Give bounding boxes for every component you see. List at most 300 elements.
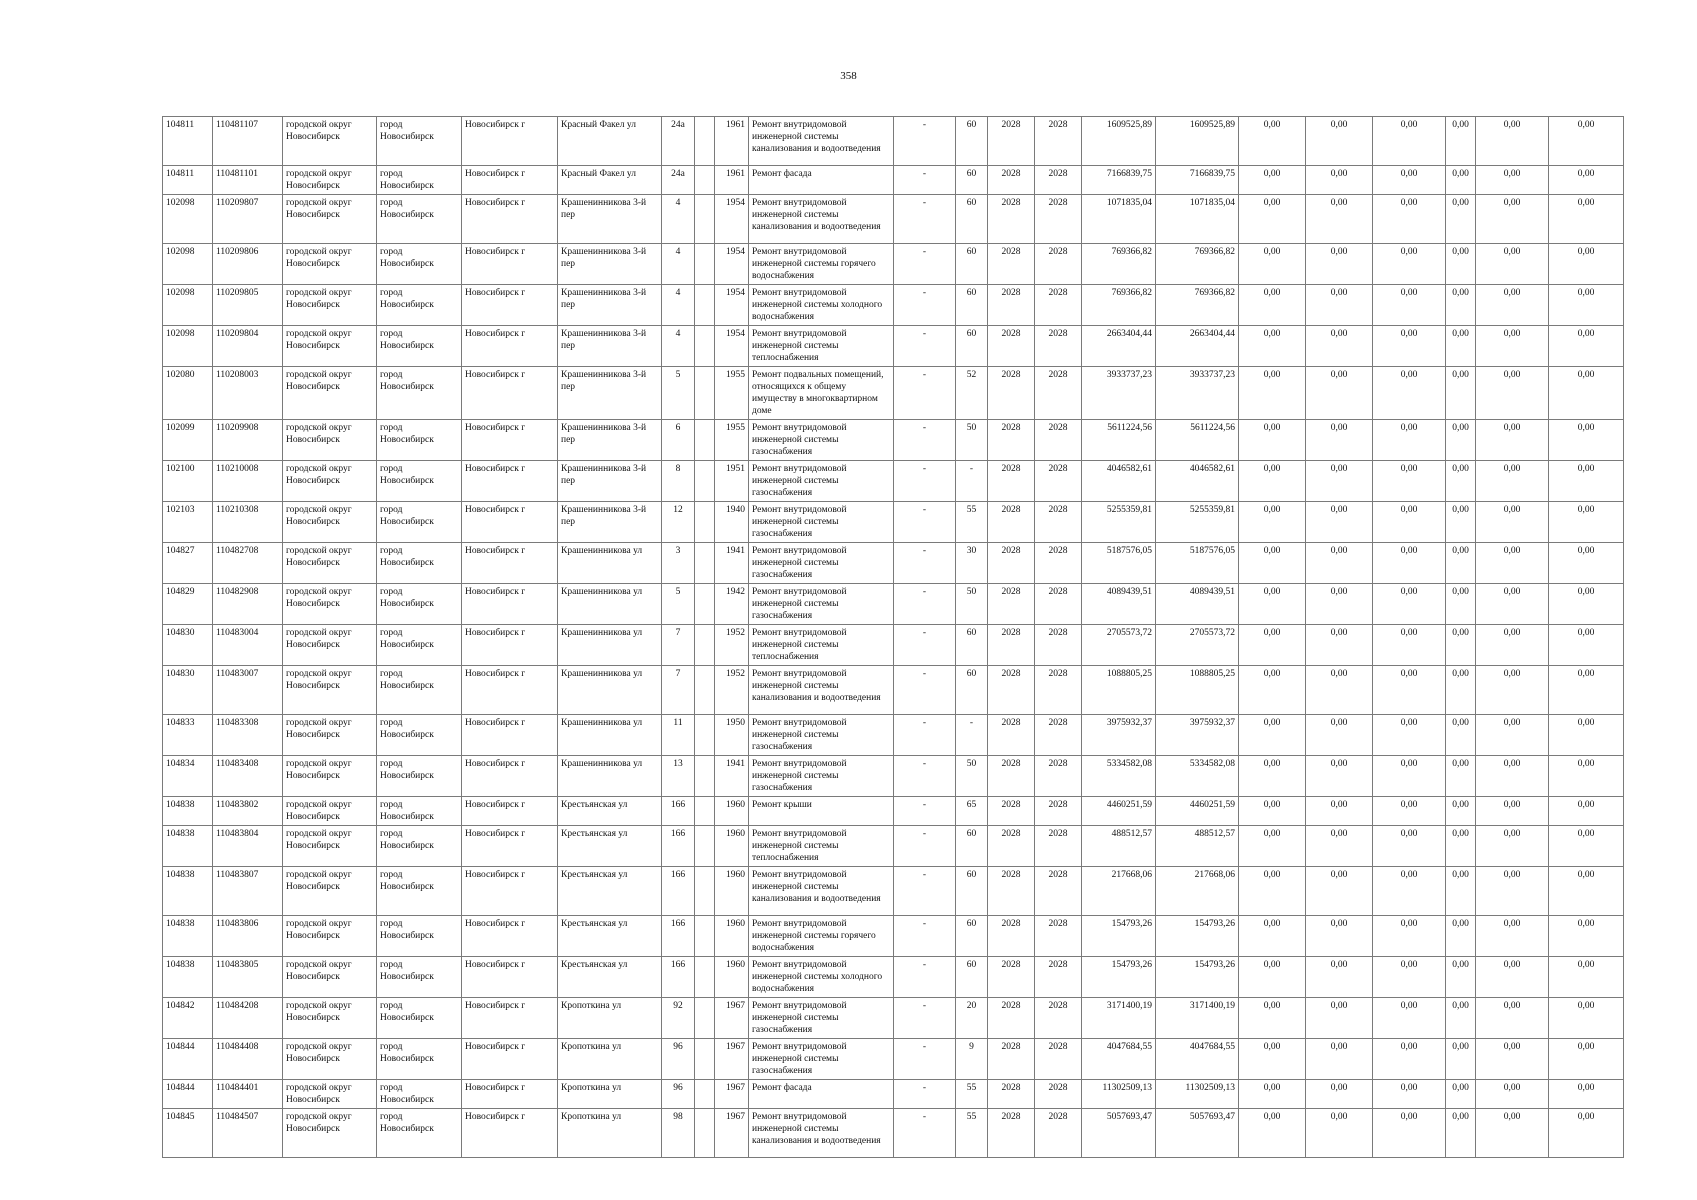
table-row — [163, 285, 1624, 326]
total-cost-cell: 5057693,47 — [1082, 1109, 1156, 1158]
service-life-cell: 50 — [956, 420, 988, 461]
reserve-funds-cell: 0,00 — [1549, 625, 1624, 666]
plan-year-start-cell: 2028 — [988, 285, 1035, 326]
fund-cost-cell: 5334582,08 — [1156, 756, 1239, 797]
budget-federal-cell: 0,00 — [1239, 166, 1306, 195]
city-cell: Новосибирск г — [462, 367, 558, 420]
build-year-cell: 1942 — [715, 584, 749, 625]
total-cost-cell: 5334582,08 — [1082, 756, 1156, 797]
plan-year-start-cell: 2028 — [988, 1109, 1035, 1158]
owner-funds-cell: 0,00 — [1446, 285, 1476, 326]
row-id-cell: 104811 — [163, 117, 213, 166]
budget-federal-cell: 0,00 — [1239, 461, 1306, 502]
fund-cost-cell: 5255359,81 — [1156, 502, 1239, 543]
reserve-funds-cell: 0,00 — [1549, 998, 1624, 1039]
record-code-cell: 110209806 — [213, 244, 283, 285]
work-type-cell: Ремонт фасада — [749, 1080, 894, 1109]
budget-local-cell: 0,00 — [1373, 666, 1446, 715]
budget-regional-cell: 0,00 — [1306, 326, 1373, 367]
city-cell: Новосибирск г — [462, 461, 558, 502]
building-letter-cell — [695, 1039, 715, 1080]
row-id-cell: 104830 — [163, 666, 213, 715]
house-number-cell: 24а — [662, 117, 695, 166]
service-life-cell: 60 — [956, 666, 988, 715]
fund-cost-cell: 1609525,89 — [1156, 117, 1239, 166]
fund-cost-cell: 4460251,59 — [1156, 797, 1239, 826]
row-id-cell: 104830 — [163, 625, 213, 666]
record-code-cell: 110482908 — [213, 584, 283, 625]
reserve-funds-cell: 0,00 — [1549, 195, 1624, 244]
reserve-funds-cell: 0,00 — [1549, 502, 1624, 543]
budget-local-cell: 0,00 — [1373, 584, 1446, 625]
work-type-cell: Ремонт внутридомовой инженерной системы канализования и водоотведения — [749, 195, 894, 244]
reserve-funds-cell: 0,00 — [1549, 1039, 1624, 1080]
total-cost-cell: 4047684,55 — [1082, 1039, 1156, 1080]
budget-local-cell: 0,00 — [1373, 326, 1446, 367]
total-cost-cell: 5255359,81 — [1082, 502, 1156, 543]
work-type-cell: Ремонт подвальных помещений, относящихся к общему имуществу в многоквартирном доме — [749, 367, 894, 420]
row-id-cell: 104838 — [163, 957, 213, 998]
municipal-district-cell: городской округ Новосибирск — [283, 1080, 377, 1109]
plan-year-start-cell: 2028 — [988, 367, 1035, 420]
service-life-cell: 50 — [956, 584, 988, 625]
house-number-cell: 92 — [662, 998, 695, 1039]
budget-regional-cell: 0,00 — [1306, 367, 1373, 420]
municipal-district-cell: городской округ Новосибирск — [283, 543, 377, 584]
house-number-cell: 166 — [662, 957, 695, 998]
service-life-cell: 60 — [956, 244, 988, 285]
building-letter-cell — [695, 715, 715, 756]
municipal-district-cell: городской округ Новосибирск — [283, 285, 377, 326]
city-cell: Новосибирск г — [462, 1080, 558, 1109]
building-letter-cell — [695, 461, 715, 502]
municipal-district-cell: городской округ Новосибирск — [283, 957, 377, 998]
budget-regional-cell: 0,00 — [1306, 117, 1373, 166]
city-cell: Новосибирск г — [462, 867, 558, 916]
budget-regional-cell: 0,00 — [1306, 420, 1373, 461]
owner-funds-cell: 0,00 — [1446, 1109, 1476, 1158]
street-cell: Красный Факел ул — [558, 166, 662, 195]
budget-regional-cell: 0,00 — [1306, 543, 1373, 584]
other-funds-cell: 0,00 — [1476, 1039, 1549, 1080]
budget-federal-cell: 0,00 — [1239, 957, 1306, 998]
budget-local-cell: 0,00 — [1373, 957, 1446, 998]
fund-cost-cell: 3171400,19 — [1156, 998, 1239, 1039]
table-row — [163, 1080, 1624, 1109]
record-code-cell: 110209908 — [213, 420, 283, 461]
plan-year-start-cell: 2028 — [988, 916, 1035, 957]
build-year-cell: 1951 — [715, 461, 749, 502]
reserve-funds-cell: 0,00 — [1549, 666, 1624, 715]
budget-regional-cell: 0,00 — [1306, 461, 1373, 502]
plan-year-end-cell: 2028 — [1035, 285, 1082, 326]
service-life-cell: 55 — [956, 1109, 988, 1158]
street-cell: Крашенинникова 3-й пер — [558, 420, 662, 461]
fund-cost-cell: 2705573,72 — [1156, 625, 1239, 666]
total-cost-cell: 154793,26 — [1082, 916, 1156, 957]
reserve-funds-cell: 0,00 — [1549, 244, 1624, 285]
work-type-cell: Ремонт внутридомовой инженерной системы канализования и водоотведения — [749, 1109, 894, 1158]
service-life-cell: 60 — [956, 285, 988, 326]
reserve-funds-cell: 0,00 — [1549, 367, 1624, 420]
house-number-cell: 4 — [662, 244, 695, 285]
row-id-cell: 104844 — [163, 1039, 213, 1080]
budget-local-cell: 0,00 — [1373, 756, 1446, 797]
record-code-cell: 110483308 — [213, 715, 283, 756]
plan-year-start-cell: 2028 — [988, 998, 1035, 1039]
fund-cost-cell: 4047684,55 — [1156, 1039, 1239, 1080]
table-row — [163, 715, 1624, 756]
settlement-cell: город Новосибирск — [377, 916, 462, 957]
settlement-cell: город Новосибирск — [377, 326, 462, 367]
wear-percent-cell: - — [894, 543, 956, 584]
owner-funds-cell: 0,00 — [1446, 584, 1476, 625]
plan-year-start-cell: 2028 — [988, 666, 1035, 715]
plan-year-end-cell: 2028 — [1035, 584, 1082, 625]
budget-regional-cell: 0,00 — [1306, 957, 1373, 998]
record-code-cell: 110210008 — [213, 461, 283, 502]
street-cell: Крашенинникова 3-й пер — [558, 195, 662, 244]
work-type-cell: Ремонт крыши — [749, 797, 894, 826]
other-funds-cell: 0,00 — [1476, 502, 1549, 543]
total-cost-cell: 4046582,61 — [1082, 461, 1156, 502]
build-year-cell: 1967 — [715, 998, 749, 1039]
budget-federal-cell: 0,00 — [1239, 998, 1306, 1039]
wear-percent-cell: - — [894, 715, 956, 756]
table-row — [163, 502, 1624, 543]
reserve-funds-cell: 0,00 — [1549, 117, 1624, 166]
total-cost-cell: 5611224,56 — [1082, 420, 1156, 461]
owner-funds-cell: 0,00 — [1446, 195, 1476, 244]
municipal-district-cell: городской округ Новосибирск — [283, 420, 377, 461]
budget-local-cell: 0,00 — [1373, 166, 1446, 195]
budget-regional-cell: 0,00 — [1306, 797, 1373, 826]
fund-cost-cell: 154793,26 — [1156, 916, 1239, 957]
work-type-cell: Ремонт внутридомовой инженерной системы теплоснабжения — [749, 826, 894, 867]
service-life-cell: - — [956, 715, 988, 756]
plan-year-start-cell: 2028 — [988, 166, 1035, 195]
budget-local-cell: 0,00 — [1373, 195, 1446, 244]
other-funds-cell: 0,00 — [1476, 715, 1549, 756]
city-cell: Новосибирск г — [462, 195, 558, 244]
row-id-cell: 104827 — [163, 543, 213, 584]
total-cost-cell: 4089439,51 — [1082, 584, 1156, 625]
wear-percent-cell: - — [894, 461, 956, 502]
build-year-cell: 1952 — [715, 625, 749, 666]
plan-year-end-cell: 2028 — [1035, 625, 1082, 666]
building-letter-cell — [695, 584, 715, 625]
building-letter-cell — [695, 826, 715, 867]
settlement-cell: город Новосибирск — [377, 543, 462, 584]
budget-federal-cell: 0,00 — [1239, 756, 1306, 797]
table-row — [163, 867, 1624, 916]
service-life-cell: 60 — [956, 195, 988, 244]
owner-funds-cell: 0,00 — [1446, 117, 1476, 166]
budget-federal-cell: 0,00 — [1239, 117, 1306, 166]
plan-year-start-cell: 2028 — [988, 715, 1035, 756]
build-year-cell: 1955 — [715, 367, 749, 420]
work-type-cell: Ремонт внутридомовой инженерной системы канализования и водоотведения — [749, 666, 894, 715]
other-funds-cell: 0,00 — [1476, 420, 1549, 461]
house-number-cell: 4 — [662, 195, 695, 244]
plan-year-start-cell: 2028 — [988, 584, 1035, 625]
plan-year-end-cell: 2028 — [1035, 957, 1082, 998]
reserve-funds-cell: 0,00 — [1549, 420, 1624, 461]
total-cost-cell: 2663404,44 — [1082, 326, 1156, 367]
house-number-cell: 12 — [662, 502, 695, 543]
build-year-cell: 1941 — [715, 756, 749, 797]
fund-cost-cell: 5057693,47 — [1156, 1109, 1239, 1158]
building-letter-cell — [695, 117, 715, 166]
house-number-cell: 8 — [662, 461, 695, 502]
budget-federal-cell: 0,00 — [1239, 826, 1306, 867]
house-number-cell: 5 — [662, 367, 695, 420]
house-number-cell: 96 — [662, 1080, 695, 1109]
plan-year-end-cell: 2028 — [1035, 502, 1082, 543]
municipal-district-cell: городской округ Новосибирск — [283, 117, 377, 166]
other-funds-cell: 0,00 — [1476, 916, 1549, 957]
reserve-funds-cell: 0,00 — [1549, 543, 1624, 584]
build-year-cell: 1940 — [715, 502, 749, 543]
table-row — [163, 957, 1624, 998]
owner-funds-cell: 0,00 — [1446, 1080, 1476, 1109]
other-funds-cell: 0,00 — [1476, 117, 1549, 166]
settlement-cell: город Новосибирск — [377, 756, 462, 797]
settlement-cell: город Новосибирск — [377, 826, 462, 867]
other-funds-cell: 0,00 — [1476, 461, 1549, 502]
settlement-cell: город Новосибирск — [377, 998, 462, 1039]
table-row — [163, 244, 1624, 285]
service-life-cell: 55 — [956, 1080, 988, 1109]
budget-local-cell: 0,00 — [1373, 461, 1446, 502]
city-cell: Новосибирск г — [462, 285, 558, 326]
building-letter-cell — [695, 420, 715, 461]
service-life-cell: - — [956, 461, 988, 502]
record-code-cell: 110209804 — [213, 326, 283, 367]
row-id-cell: 102103 — [163, 502, 213, 543]
record-code-cell: 110483004 — [213, 625, 283, 666]
row-id-cell: 104834 — [163, 756, 213, 797]
record-code-cell: 110483007 — [213, 666, 283, 715]
house-number-cell: 166 — [662, 916, 695, 957]
municipal-district-cell: городской округ Новосибирск — [283, 916, 377, 957]
build-year-cell: 1954 — [715, 285, 749, 326]
fund-cost-cell: 4046582,61 — [1156, 461, 1239, 502]
reserve-funds-cell: 0,00 — [1549, 797, 1624, 826]
build-year-cell: 1961 — [715, 166, 749, 195]
fund-cost-cell: 5187576,05 — [1156, 543, 1239, 584]
municipal-district-cell: городской округ Новосибирск — [283, 998, 377, 1039]
building-letter-cell — [695, 666, 715, 715]
other-funds-cell: 0,00 — [1476, 998, 1549, 1039]
budget-regional-cell: 0,00 — [1306, 1039, 1373, 1080]
record-code-cell: 110483807 — [213, 867, 283, 916]
build-year-cell: 1954 — [715, 244, 749, 285]
fund-cost-cell: 154793,26 — [1156, 957, 1239, 998]
budget-federal-cell: 0,00 — [1239, 420, 1306, 461]
plan-year-end-cell: 2028 — [1035, 543, 1082, 584]
wear-percent-cell: - — [894, 326, 956, 367]
fund-cost-cell: 217668,06 — [1156, 867, 1239, 916]
house-number-cell: 24а — [662, 166, 695, 195]
work-type-cell: Ремонт внутридомовой инженерной системы канализования и водоотведения — [749, 117, 894, 166]
record-code-cell: 110209807 — [213, 195, 283, 244]
fund-cost-cell: 2663404,44 — [1156, 326, 1239, 367]
record-code-cell: 110483805 — [213, 957, 283, 998]
budget-local-cell: 0,00 — [1373, 244, 1446, 285]
table-row — [163, 461, 1624, 502]
budget-local-cell: 0,00 — [1373, 916, 1446, 957]
street-cell: Крашенинникова 3-й пер — [558, 326, 662, 367]
budget-regional-cell: 0,00 — [1306, 1080, 1373, 1109]
budget-federal-cell: 0,00 — [1239, 797, 1306, 826]
row-id-cell: 102099 — [163, 420, 213, 461]
street-cell: Крестьянская ул — [558, 957, 662, 998]
total-cost-cell: 154793,26 — [1082, 957, 1156, 998]
city-cell: Новосибирск г — [462, 584, 558, 625]
budget-local-cell: 0,00 — [1373, 285, 1446, 326]
service-life-cell: 60 — [956, 867, 988, 916]
budget-federal-cell: 0,00 — [1239, 584, 1306, 625]
settlement-cell: город Новосибирск — [377, 797, 462, 826]
total-cost-cell: 217668,06 — [1082, 867, 1156, 916]
building-letter-cell — [695, 916, 715, 957]
building-letter-cell — [695, 867, 715, 916]
street-cell: Красный Факел ул — [558, 117, 662, 166]
street-cell: Кропоткина ул — [558, 1039, 662, 1080]
budget-local-cell: 0,00 — [1373, 715, 1446, 756]
city-cell: Новосибирск г — [462, 166, 558, 195]
budget-regional-cell: 0,00 — [1306, 756, 1373, 797]
table-row — [163, 166, 1624, 195]
record-code-cell: 110483806 — [213, 916, 283, 957]
service-life-cell: 55 — [956, 502, 988, 543]
plan-year-start-cell: 2028 — [988, 195, 1035, 244]
plan-year-end-cell: 2028 — [1035, 797, 1082, 826]
budget-federal-cell: 0,00 — [1239, 916, 1306, 957]
budget-regional-cell: 0,00 — [1306, 826, 1373, 867]
plan-year-start-cell: 2028 — [988, 797, 1035, 826]
municipal-district-cell: городской округ Новосибирск — [283, 166, 377, 195]
build-year-cell: 1960 — [715, 916, 749, 957]
other-funds-cell: 0,00 — [1476, 756, 1549, 797]
service-life-cell: 52 — [956, 367, 988, 420]
city-cell: Новосибирск г — [462, 244, 558, 285]
street-cell: Кропоткина ул — [558, 1080, 662, 1109]
budget-local-cell: 0,00 — [1373, 797, 1446, 826]
fund-cost-cell: 488512,57 — [1156, 826, 1239, 867]
service-life-cell: 60 — [956, 625, 988, 666]
municipal-district-cell: городской округ Новосибирск — [283, 666, 377, 715]
build-year-cell: 1954 — [715, 326, 749, 367]
total-cost-cell: 11302509,13 — [1082, 1080, 1156, 1109]
row-id-cell: 104833 — [163, 715, 213, 756]
plan-year-start-cell: 2028 — [988, 1039, 1035, 1080]
service-life-cell: 60 — [956, 826, 988, 867]
building-letter-cell — [695, 166, 715, 195]
wear-percent-cell: - — [894, 998, 956, 1039]
service-life-cell: 9 — [956, 1039, 988, 1080]
owner-funds-cell: 0,00 — [1446, 420, 1476, 461]
table-row — [163, 117, 1624, 166]
reserve-funds-cell: 0,00 — [1549, 326, 1624, 367]
total-cost-cell: 769366,82 — [1082, 244, 1156, 285]
other-funds-cell: 0,00 — [1476, 543, 1549, 584]
plan-year-start-cell: 2028 — [988, 957, 1035, 998]
other-funds-cell: 0,00 — [1476, 867, 1549, 916]
fund-cost-cell: 1071835,04 — [1156, 195, 1239, 244]
wear-percent-cell: - — [894, 957, 956, 998]
other-funds-cell: 0,00 — [1476, 1080, 1549, 1109]
street-cell: Крашенинникова 3-й пер — [558, 461, 662, 502]
house-number-cell: 4 — [662, 285, 695, 326]
settlement-cell: город Новосибирск — [377, 957, 462, 998]
city-cell: Новосибирск г — [462, 957, 558, 998]
owner-funds-cell: 0,00 — [1446, 797, 1476, 826]
table-row — [163, 420, 1624, 461]
other-funds-cell: 0,00 — [1476, 625, 1549, 666]
owner-funds-cell: 0,00 — [1446, 715, 1476, 756]
settlement-cell: город Новосибирск — [377, 285, 462, 326]
settlement-cell: город Новосибирск — [377, 244, 462, 285]
municipal-district-cell: городской округ Новосибирск — [283, 1109, 377, 1158]
total-cost-cell: 1609525,89 — [1082, 117, 1156, 166]
budget-local-cell: 0,00 — [1373, 826, 1446, 867]
reserve-funds-cell: 0,00 — [1549, 1109, 1624, 1158]
municipal-district-cell: городской округ Новосибирск — [283, 584, 377, 625]
reserve-funds-cell: 0,00 — [1549, 285, 1624, 326]
owner-funds-cell: 0,00 — [1446, 756, 1476, 797]
street-cell: Кропоткина ул — [558, 998, 662, 1039]
building-letter-cell — [695, 543, 715, 584]
other-funds-cell: 0,00 — [1476, 244, 1549, 285]
house-number-cell: 166 — [662, 826, 695, 867]
work-type-cell: Ремонт внутридомовой инженерной системы газоснабжения — [749, 756, 894, 797]
wear-percent-cell: - — [894, 867, 956, 916]
municipal-district-cell: городской округ Новосибирск — [283, 502, 377, 543]
total-cost-cell: 3171400,19 — [1082, 998, 1156, 1039]
settlement-cell: город Новосибирск — [377, 1080, 462, 1109]
owner-funds-cell: 0,00 — [1446, 916, 1476, 957]
plan-year-start-cell: 2028 — [988, 461, 1035, 502]
budget-regional-cell: 0,00 — [1306, 625, 1373, 666]
wear-percent-cell: - — [894, 625, 956, 666]
house-number-cell: 98 — [662, 1109, 695, 1158]
building-letter-cell — [695, 998, 715, 1039]
wear-percent-cell: - — [894, 166, 956, 195]
wear-percent-cell: - — [894, 117, 956, 166]
other-funds-cell: 0,00 — [1476, 666, 1549, 715]
building-letter-cell — [695, 244, 715, 285]
table-row — [163, 367, 1624, 420]
settlement-cell: город Новосибирск — [377, 461, 462, 502]
other-funds-cell: 0,00 — [1476, 166, 1549, 195]
reserve-funds-cell: 0,00 — [1549, 584, 1624, 625]
service-life-cell: 20 — [956, 998, 988, 1039]
street-cell: Крестьянская ул — [558, 916, 662, 957]
other-funds-cell: 0,00 — [1476, 797, 1549, 826]
fund-cost-cell: 5611224,56 — [1156, 420, 1239, 461]
total-cost-cell: 1071835,04 — [1082, 195, 1156, 244]
service-life-cell: 50 — [956, 756, 988, 797]
budget-local-cell: 0,00 — [1373, 502, 1446, 543]
owner-funds-cell: 0,00 — [1446, 367, 1476, 420]
city-cell: Новосибирск г — [462, 1039, 558, 1080]
work-type-cell: Ремонт внутридомовой инженерной системы газоснабжения — [749, 420, 894, 461]
build-year-cell: 1967 — [715, 1109, 749, 1158]
settlement-cell: город Новосибирск — [377, 715, 462, 756]
reserve-funds-cell: 0,00 — [1549, 867, 1624, 916]
